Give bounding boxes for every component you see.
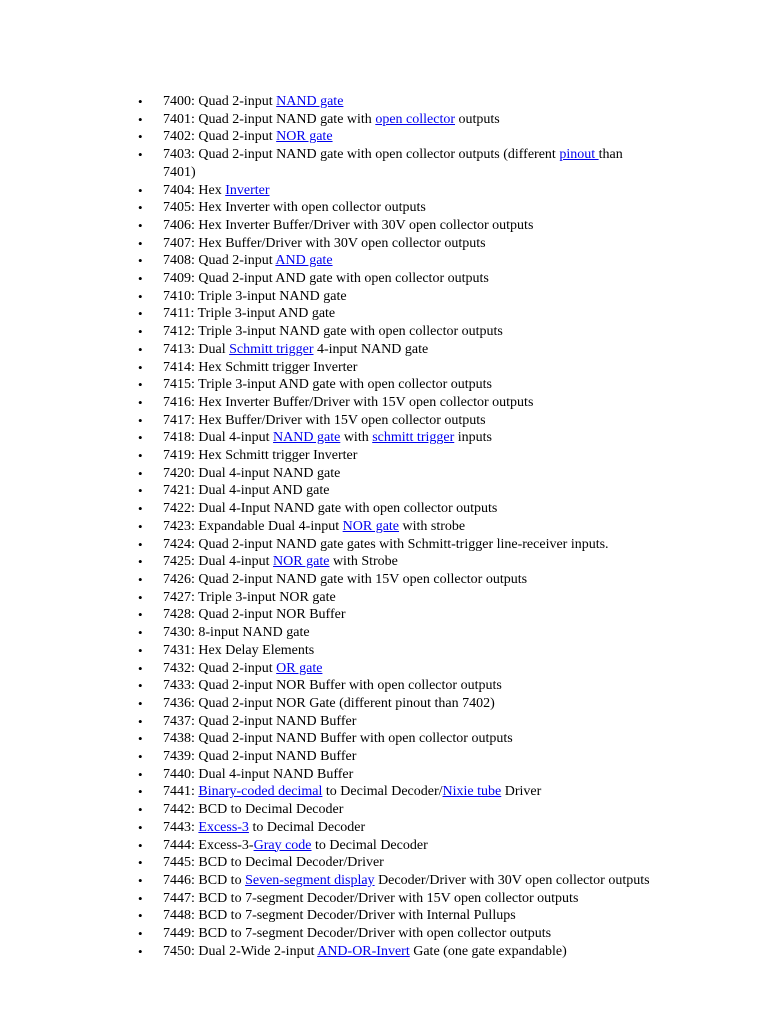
list-item-text: 7415: Triple 3-input AND gate with open collector outputs [163, 377, 492, 393]
list-item-text: 7439: Quad 2-input NAND Buffer [163, 749, 357, 765]
list-item-text: to Decimal Decoder [248, 819, 366, 835]
ttl-ic-list [138, 93, 658, 960]
list-item-text: 7433: Quad 2-input NOR Buffer with open collector outputs [163, 678, 502, 694]
bullet-icon: • [138, 855, 143, 871]
list-item [138, 111, 658, 129]
list-item-text: 7407: Hex Buffer/Driver with 30V open collector outputs [163, 235, 486, 251]
list-item-text: 7443: [163, 819, 199, 835]
list-item [138, 854, 658, 872]
bullet-icon: • [138, 749, 143, 765]
wiki-link[interactable]: schmitt trigger [372, 430, 455, 446]
list-item-text: 7426: Quad 2-input NAND gate with 15V open collector outputs [163, 571, 528, 587]
wiki-link[interactable]: AND-OR-Invert [317, 943, 410, 959]
list-item [138, 660, 658, 678]
list-item-text: 7432: Quad 2-input [163, 660, 277, 676]
bullet-icon: • [138, 731, 143, 747]
bullet-icon: • [138, 589, 143, 605]
list-item-text: 7411: Triple 3-input AND gate [163, 306, 336, 322]
list-item [138, 837, 658, 855]
list-item [138, 412, 658, 430]
list-item-text: 7420: Dual 4-input NAND gate [163, 465, 341, 481]
list-item-text: outputs [455, 111, 500, 127]
list-item [138, 766, 658, 784]
list-item-text: 7418: Dual 4-input [163, 430, 274, 446]
list-item-text: Driver [501, 784, 542, 800]
bullet-icon: • [138, 571, 143, 587]
bullet-icon: • [138, 324, 143, 340]
list-item [138, 341, 658, 359]
list-item-text: 7410: Triple 3-input NAND gate [163, 288, 347, 304]
list-item [138, 872, 658, 890]
list-item [138, 907, 658, 925]
list-item-text: 7430: 8-input NAND gate [163, 625, 310, 641]
list-item-text: 7436: Quad 2-input NOR Gate (different pinout than 7402) [163, 695, 495, 711]
list-item-text: 7425: Dual 4-input [163, 554, 274, 570]
wiki-link[interactable]: Binary-coded decimal [198, 784, 323, 800]
wiki-link[interactable]: NAND gate [276, 94, 344, 109]
list-item [138, 695, 658, 713]
list-item [138, 429, 658, 447]
bullet-icon: • [138, 94, 143, 109]
list-item [138, 589, 658, 607]
list-item [138, 624, 658, 642]
list-item-text: 7412: Triple 3-input NAND gate with open collector outputs [163, 324, 503, 340]
bullet-icon: • [138, 625, 143, 641]
bullet-icon: • [138, 642, 143, 658]
bullet-icon: • [138, 217, 143, 233]
wiki-link[interactable]: OR gate [276, 660, 323, 676]
wiki-link[interactable]: Excess-3 [198, 819, 249, 835]
bullet-icon: • [138, 802, 143, 818]
list-item [138, 819, 658, 837]
list-item-text: 7400: Quad 2-input [163, 94, 277, 109]
list-item [138, 376, 658, 394]
list-item [138, 128, 658, 146]
bullet-icon: • [138, 271, 143, 287]
list-item-text: 7437: Quad 2-input NAND Buffer [163, 713, 357, 729]
list-item [138, 677, 658, 695]
wiki-link[interactable]: NAND gate [273, 430, 341, 446]
list-item-text: 7440: Dual 4-input NAND Buffer [163, 766, 354, 782]
bullet-icon: • [138, 890, 143, 906]
bullet-icon: • [138, 837, 143, 853]
bullet-icon: • [138, 288, 143, 304]
list-item [138, 801, 658, 819]
list-item [138, 252, 658, 270]
list-item-text: 7427: Triple 3-input NOR gate [163, 589, 336, 605]
list-item [138, 270, 658, 288]
bullet-icon: • [138, 554, 143, 570]
list-item-text: 7441: [163, 784, 199, 800]
bullet-icon: • [138, 660, 143, 676]
list-item-text: 7413: Dual [163, 341, 230, 357]
list-item [138, 235, 658, 253]
wiki-link[interactable]: Schmitt trigger [229, 341, 314, 357]
bullet-icon: • [138, 147, 143, 163]
bullet-icon: • [138, 908, 143, 924]
list-item-text: 7404: Hex [163, 182, 226, 198]
list-item-text: 7405: Hex Inverter with open collector outputs [163, 200, 426, 216]
list-item-text: 7448: BCD to 7-segment Decoder/Driver with Internal Pullups [163, 908, 516, 924]
list-item-text: Gate (one gate expandable) [409, 943, 567, 959]
bullet-icon: • [138, 713, 143, 729]
list-item [138, 182, 658, 200]
list-item [138, 606, 658, 624]
list-item-text: inputs [454, 430, 492, 446]
list-item [138, 571, 658, 589]
list-item [138, 642, 658, 660]
list-item-text: 7424: Quad 2-input NAND gate gates with Schmitt-trigger line-receiver inputs. [163, 536, 609, 552]
bullet-icon: • [138, 607, 143, 623]
bullet-icon: • [138, 465, 143, 481]
list-item-text: 7438: Quad 2-input NAND Buffer with open collector outputs [163, 731, 513, 747]
list-item [138, 925, 658, 943]
list-item-text: with [340, 430, 373, 446]
list-item-text: than 7401) [163, 147, 623, 180]
list-item [138, 217, 658, 235]
bullet-icon: • [138, 412, 143, 428]
list-item [138, 748, 658, 766]
list-item [138, 553, 658, 571]
list-item-text: 7403: Quad 2-input NAND gate with open collector outputs (different [163, 147, 560, 163]
list-item [138, 447, 658, 465]
list-item-text: 7401: Quad 2-input NAND gate with [163, 111, 376, 127]
bullet-icon: • [138, 306, 143, 322]
bullet-icon: • [138, 448, 143, 464]
list-item-text: 7445: BCD to Decimal Decoder/Driver [163, 855, 384, 871]
bullet-icon: • [138, 359, 143, 375]
list-item-text: 7423: Expandable Dual 4-input [163, 518, 343, 534]
list-item-text: 7409: Quad 2-input AND gate with open collector outputs [163, 271, 489, 287]
list-item [138, 199, 658, 217]
list-item-text: 7408: Quad 2-input [163, 253, 276, 269]
list-item [138, 305, 658, 323]
list-item [138, 323, 658, 341]
bullet-icon: • [138, 784, 143, 800]
list-item-text: 7428: Quad 2-input NOR Buffer [163, 607, 346, 623]
list-item [138, 288, 658, 306]
bullet-icon: • [138, 182, 143, 198]
wiki-link[interactable]: NOR gate [276, 129, 333, 145]
bullet-icon: • [138, 341, 143, 357]
bullet-icon: • [138, 695, 143, 711]
list-item-text: 7414: Hex Schmitt trigger Inverter [163, 359, 358, 375]
list-item [138, 536, 658, 554]
wiki-link[interactable]: Seven-segment display [245, 872, 375, 888]
bullet-icon: • [138, 129, 143, 145]
bullet-icon: • [138, 766, 143, 782]
list-item [138, 730, 658, 748]
list-item-text: 4-input NAND gate [313, 341, 429, 357]
list-item [138, 482, 658, 500]
list-item [138, 890, 658, 908]
bullet-icon: • [138, 253, 143, 269]
wiki-link[interactable]: Inverter [225, 182, 270, 198]
wiki-link[interactable]: NOR gate [342, 518, 400, 534]
list-item [138, 500, 658, 518]
list-item-text: 7422: Dual 4-Input NAND gate with open collector outputs [163, 501, 498, 517]
list-item-text: 7444: Excess-3- [163, 837, 254, 853]
bullet-icon: • [138, 200, 143, 216]
list-item [138, 713, 658, 731]
bullet-icon: • [138, 536, 143, 552]
wiki-link[interactable]: AND gate [275, 253, 333, 269]
bullet-icon: • [138, 872, 143, 888]
list-item-text: 7419: Hex Schmitt trigger Inverter [163, 448, 358, 464]
bullet-icon: • [138, 111, 143, 127]
list-item-text: 7406: Hex Inverter Buffer/Driver with 30V open collector outputs [163, 217, 534, 233]
list-item-text: 7442: BCD to Decimal Decoder [163, 802, 344, 818]
list-item-text: 7421: Dual 4-input AND gate [163, 483, 330, 499]
list-item-text: to Decimal Decoder [311, 837, 428, 853]
wiki-link[interactable]: Gray code [253, 837, 312, 853]
list-item-text: to Decimal Decoder/ [322, 784, 443, 800]
list-item [138, 359, 658, 377]
list-item-text: 7416: Hex Inverter Buffer/Driver with 15V open collector outputs [163, 394, 534, 410]
list-item-text: 7450: Dual 2-Wide 2-input [163, 943, 318, 959]
list-item-text: 7402: Quad 2-input [163, 129, 277, 145]
bullet-icon: • [138, 518, 143, 534]
list-item-text: 7431: Hex Delay Elements [163, 642, 315, 658]
list-item-text: 7446: BCD to [163, 872, 246, 888]
wiki-link[interactable]: pinout [559, 147, 599, 163]
list-item [138, 943, 658, 961]
bullet-icon: • [138, 483, 143, 499]
bullet-icon: • [138, 678, 143, 694]
bullet-icon: • [138, 819, 143, 835]
bullet-icon: • [138, 394, 143, 410]
bullet-icon: • [138, 377, 143, 393]
list-item [138, 146, 658, 181]
list-item [138, 783, 658, 801]
list-item-text: 7447: BCD to 7-segment Decoder/Driver with 15V open collector outputs [163, 890, 579, 906]
bullet-icon: • [138, 430, 143, 446]
bullet-icon: • [138, 926, 143, 942]
wiki-link[interactable]: Nixie tube [442, 784, 502, 800]
list-item-text: with strobe [399, 518, 466, 534]
list-item-text: 7417: Hex Buffer/Driver with 15V open collector outputs [163, 412, 486, 428]
bullet-icon: • [138, 501, 143, 517]
wiki-link[interactable]: open collector [375, 111, 455, 127]
list-item [138, 465, 658, 483]
bullet-icon: • [138, 943, 143, 959]
list-item [138, 518, 658, 536]
list-item [138, 394, 658, 412]
list-item [138, 93, 658, 111]
list-item-text: with Strobe [329, 554, 398, 570]
wiki-link[interactable]: NOR gate [273, 554, 330, 570]
list-item-text: Decoder/Driver with 30V open collector outputs [374, 872, 650, 888]
bullet-icon: • [138, 235, 143, 251]
list-item-text: 7449: BCD to 7-segment Decoder/Driver with open collector outputs [163, 926, 552, 942]
